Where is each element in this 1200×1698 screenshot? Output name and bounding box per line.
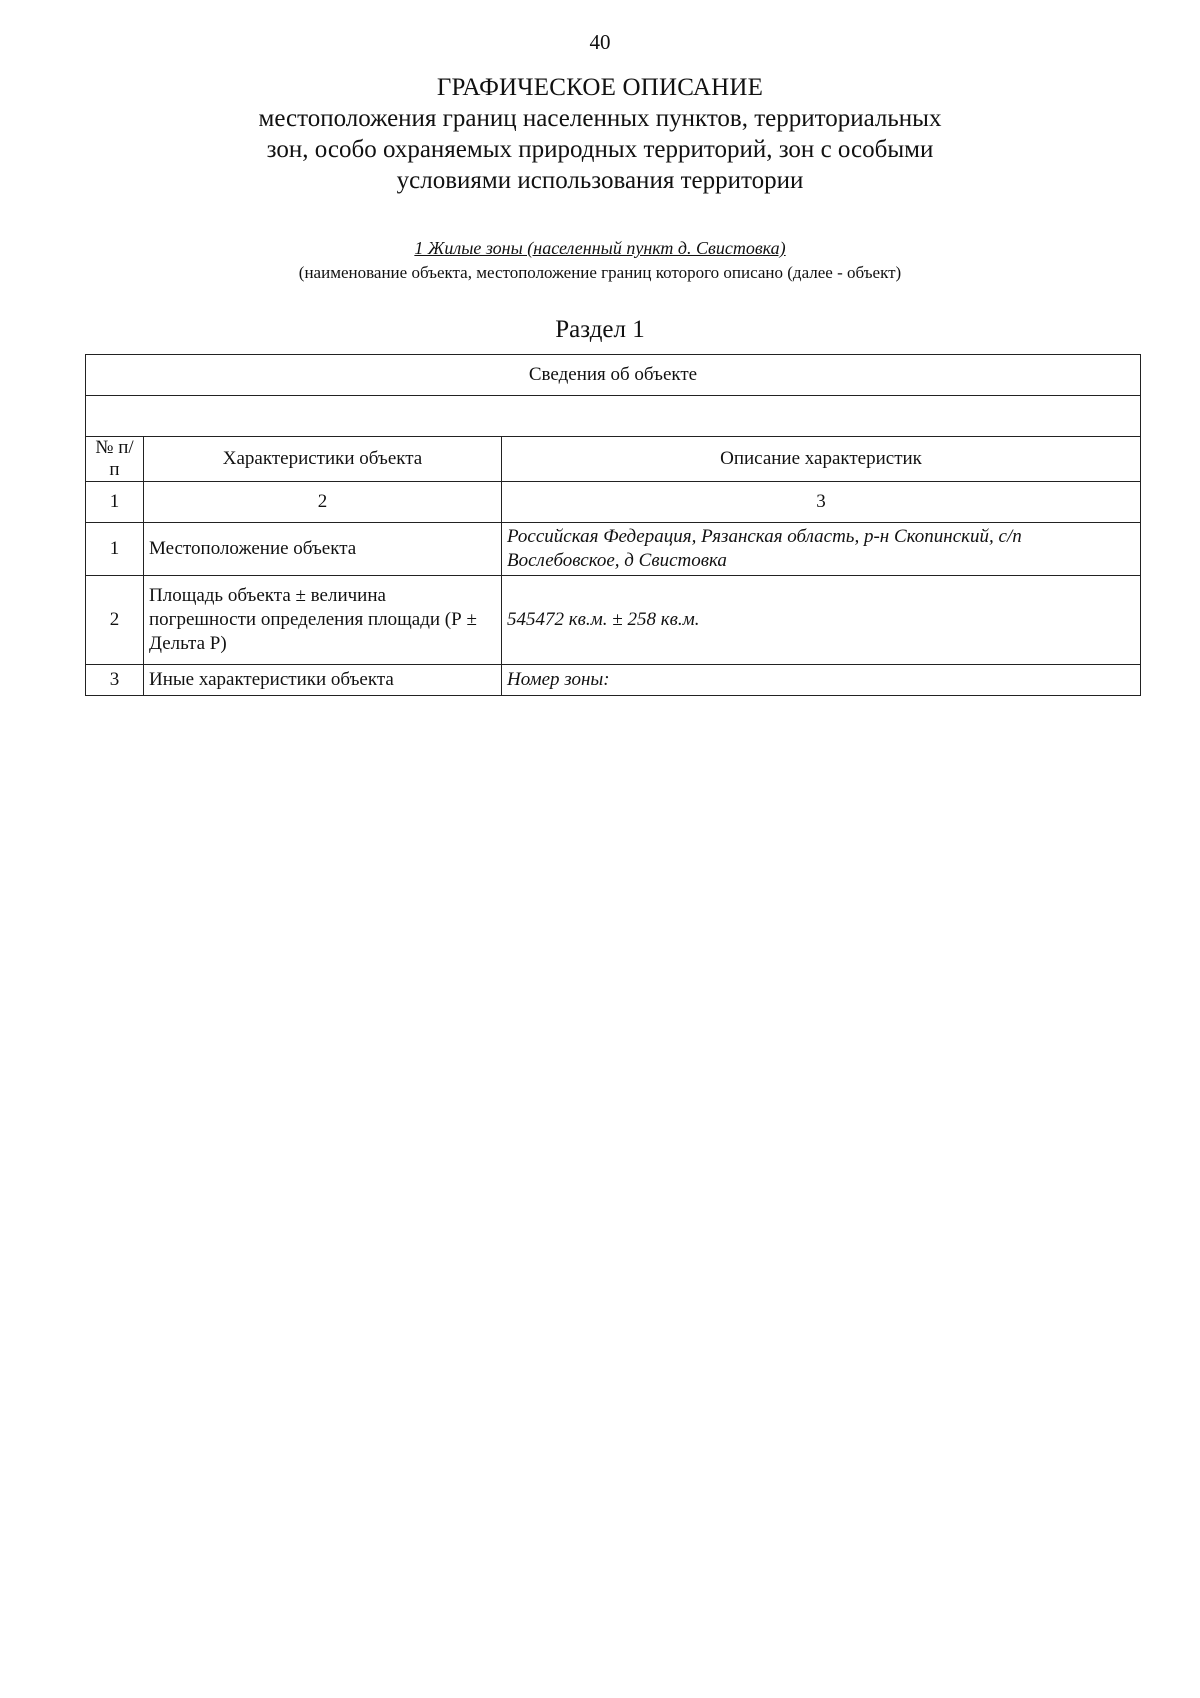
- row-description: 545472 кв.м. ± 258 кв.м.: [502, 576, 1141, 665]
- table-header-row: [86, 355, 1141, 396]
- column-index-1: 1: [86, 482, 144, 523]
- title-main: ГРАФИЧЕСКОЕ ОПИСАНИЕ: [436, 74, 764, 101]
- column-index-3: 3: [502, 482, 1141, 523]
- row-number: 2: [86, 576, 144, 665]
- table-blank-cell: [86, 396, 1141, 437]
- column-index-2: 2: [144, 482, 502, 523]
- row-number: 1: [86, 523, 144, 576]
- row-characteristic: Иные характеристики объекта: [144, 665, 502, 696]
- page-number: 40: [589, 30, 611, 54]
- column-header-num: № п/п: [86, 437, 144, 482]
- row-description: Российская Федерация, Рязанская область, р-н Скопинский, с/п Вослебовское, д Свистовка: [502, 523, 1141, 576]
- section-title: Раздел 1: [555, 316, 645, 343]
- row-characteristic: Местоположение объекта: [144, 523, 502, 576]
- column-header-characteristic: Характеристики объекта: [144, 437, 502, 482]
- title-line-2: зон, особо охраняемых природных территорий, зон с особыми: [266, 136, 934, 163]
- table-columns-row: [86, 437, 1141, 482]
- row-characteristic: Площадь объекта ± величина погрешности определения площади (Р ± Дельта Р): [144, 576, 502, 665]
- table-index-row: [86, 482, 1141, 523]
- table-blank-row: [86, 396, 1141, 437]
- object-info-table: [85, 354, 1141, 696]
- column-header-description: Описание характеристик: [502, 437, 1141, 482]
- row-number: 3: [86, 665, 144, 696]
- table-row: [86, 576, 1141, 665]
- table-header: Сведения об объекте: [86, 355, 1141, 396]
- object-name: [0, 238, 1200, 259]
- document-title: [0, 72, 1200, 196]
- object-name-text: 1 Жилые зоны (населенный пункт д. Свистовка): [414, 238, 786, 258]
- table-row: [86, 665, 1141, 696]
- table-row: [86, 523, 1141, 576]
- title-line-1: местоположения границ населенных пунктов, территориальных: [258, 105, 942, 132]
- title-line-3: условиями использования территории: [396, 167, 804, 194]
- row-description: Номер зоны:: [502, 665, 1141, 696]
- object-caption: (наименование объекта, местоположение границ которого описано (далее - объект): [298, 263, 902, 282]
